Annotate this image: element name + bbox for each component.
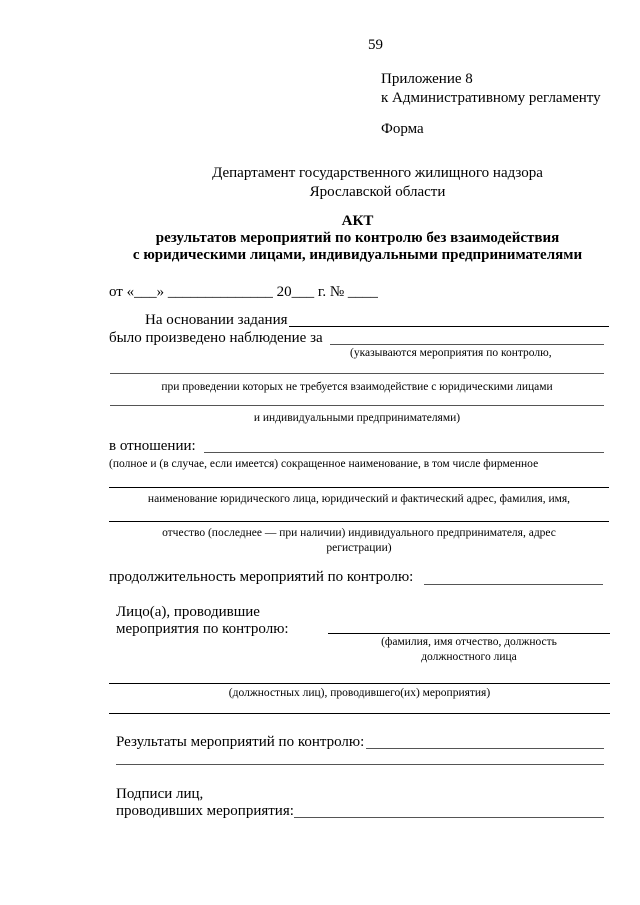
results-label: Результаты мероприятий по контролю: bbox=[116, 734, 365, 750]
signatures-label-1: Подписи лиц, bbox=[116, 786, 204, 802]
form-label: Форма bbox=[381, 121, 424, 137]
appendix-line-1: Приложение 8 bbox=[381, 71, 473, 87]
signatures-field[interactable] bbox=[294, 817, 604, 818]
hint-activities-2: при проведении которых не требуется взаимодействие с юридическими лицами bbox=[161, 381, 553, 393]
duration-field[interactable] bbox=[424, 584, 603, 585]
hint-persons-2: должностного лица bbox=[421, 651, 517, 663]
act-subtitle-2: с юридическими лицами, индивидуальными предпринимателями bbox=[132, 247, 583, 263]
hint-persons-3: (должностных лиц), проводившего(их) мероприятия) bbox=[228, 687, 491, 699]
results-field-1[interactable] bbox=[366, 748, 604, 749]
persons-label-2: мероприятия по контролю: bbox=[116, 621, 289, 637]
basis-field[interactable] bbox=[289, 326, 609, 327]
observation-field[interactable] bbox=[330, 344, 604, 345]
duration-label: продолжительность мероприятий по контролю: bbox=[109, 569, 414, 585]
department-line-1: Департамент государственного жилищного надзора bbox=[212, 165, 543, 181]
results-field-2[interactable] bbox=[116, 764, 604, 765]
persons-label-1: Лицо(а), проводившие bbox=[116, 604, 260, 620]
hint-entity-3: отчество (последнее — при наличии) индивидуального предпринимателя, адрес bbox=[162, 527, 556, 539]
hint-entity-1: (полное и (в случае, если имеется) сокращенное наименование, в том числе фирменное bbox=[109, 458, 539, 470]
hint-entity-4: регистрации) bbox=[326, 542, 392, 554]
act-subtitle-1: результатов мероприятий по контролю без взаимодействия bbox=[155, 230, 560, 246]
regarding-field[interactable] bbox=[204, 452, 604, 453]
hint-entity-2: наименование юридического лица, юридический и фактический адрес, фамилия, имя, bbox=[147, 493, 571, 505]
page-number: 59 bbox=[368, 37, 383, 53]
activities-field-1[interactable] bbox=[110, 373, 604, 374]
entity-field-1[interactable] bbox=[109, 487, 609, 488]
act-title: АКТ bbox=[341, 213, 374, 229]
observation-label: было произведено наблюдение за bbox=[109, 330, 323, 346]
appendix-line-2: к Административному регламенту bbox=[381, 90, 601, 106]
persons-field-3[interactable] bbox=[109, 713, 610, 714]
persons-field-1[interactable] bbox=[328, 633, 610, 634]
hint-activities-3: и индивидуальными предпринимателями) bbox=[253, 412, 461, 424]
department-line-2: Ярославской области bbox=[309, 184, 446, 200]
entity-field-2[interactable] bbox=[109, 521, 609, 522]
hint-activities-1: (указываются мероприятия по контролю, bbox=[350, 347, 552, 359]
hint-persons-1: (фамилия, имя отчество, должность bbox=[381, 636, 557, 648]
activities-field-2[interactable] bbox=[110, 405, 604, 406]
basis-label: На основании задания bbox=[145, 312, 288, 328]
signatures-label-2: проводивших мероприятия: bbox=[116, 803, 294, 819]
persons-field-2[interactable] bbox=[109, 683, 610, 684]
date-number-line: от «___» ______________ 20___ г. № ____ bbox=[109, 284, 378, 300]
regarding-label: в отношении: bbox=[109, 438, 196, 454]
